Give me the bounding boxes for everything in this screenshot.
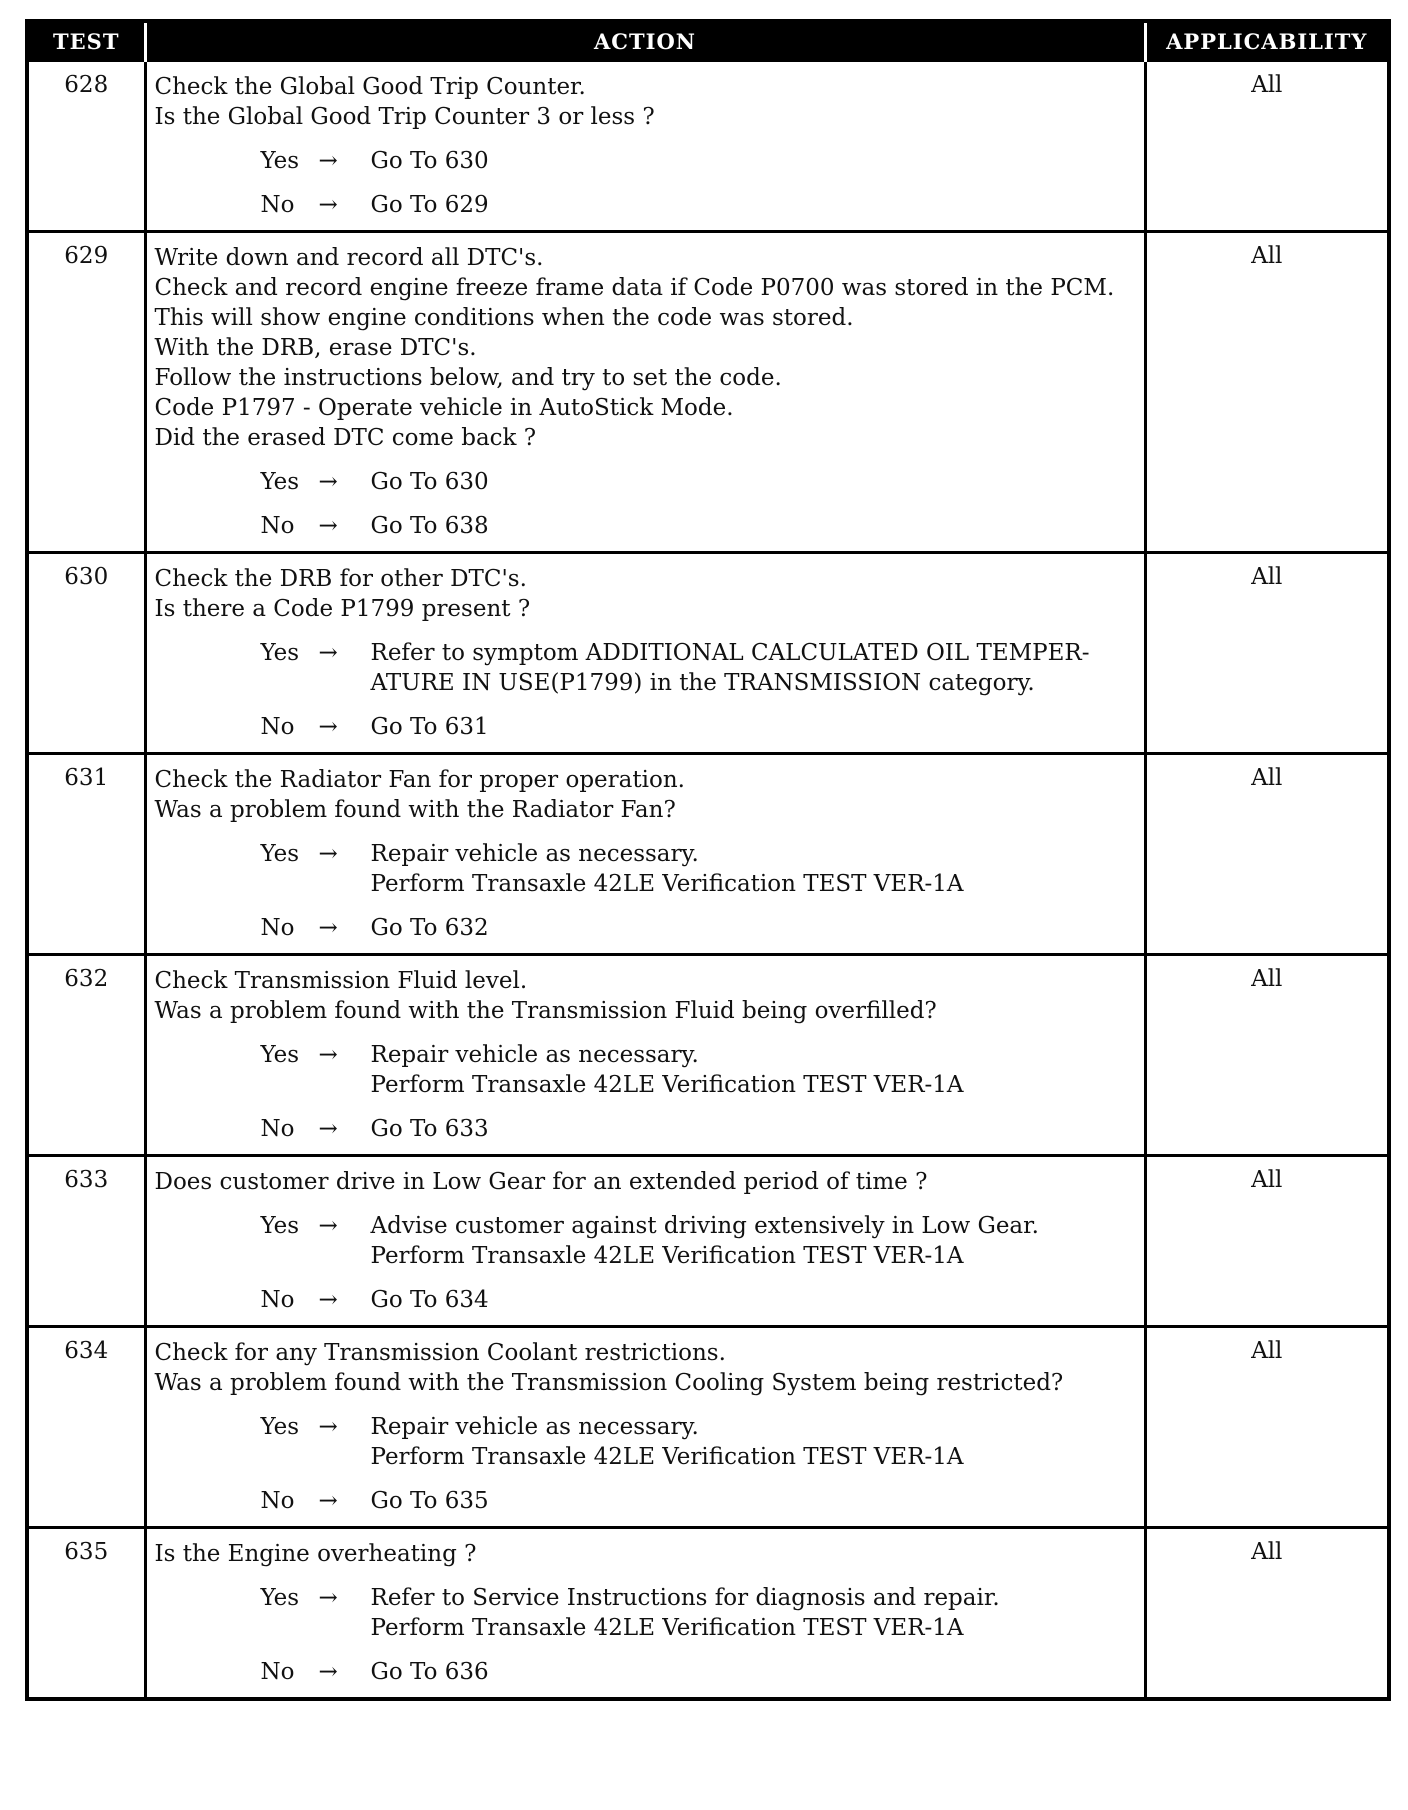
response-text-line: Go To 630	[370, 148, 489, 174]
action-cell	[145, 1156, 1145, 1327]
response-text	[371, 839, 1136, 899]
response-text-line: Perform Transaxle 42LE Verification TEST VER-1A	[370, 1615, 964, 1641]
arrow-icon: →	[318, 841, 338, 867]
response-label: Yes	[260, 1042, 300, 1068]
document-page	[25, 19, 1387, 1701]
response-text-line: Refer to Service Instructions for diagnosis and repair.	[370, 1585, 1000, 1611]
action-text-line: Is there a Code P1799 present ?	[154, 596, 531, 622]
test-number: 628	[27, 61, 145, 232]
response-label: Yes	[260, 640, 300, 666]
response-no	[261, 190, 1136, 220]
test-number: 631	[27, 754, 145, 955]
response-text	[371, 1211, 1136, 1271]
action-text-line: Check Transmission Fluid level.	[154, 968, 528, 994]
response-text-line: Go To 636	[370, 1659, 489, 1685]
response-label: Yes	[260, 1414, 300, 1440]
action-text-line: Is the Global Good Trip Counter 3 or less ?	[154, 104, 655, 130]
response-no	[261, 511, 1136, 541]
response-text-line: Advise customer against driving extensively in Low Gear.	[370, 1213, 1039, 1239]
action-cell	[145, 553, 1145, 754]
table-row	[27, 1327, 1389, 1528]
response-label: Yes	[260, 1585, 300, 1611]
response-no	[261, 913, 1136, 943]
response-yes	[261, 638, 1136, 698]
response-yes	[261, 1412, 1136, 1472]
response-label: No	[260, 714, 295, 740]
response-yes	[261, 146, 1136, 176]
arrow-icon: →	[318, 1585, 338, 1611]
response-label: No	[260, 513, 295, 539]
arrow-icon: →	[318, 469, 338, 495]
response-yes	[261, 1211, 1136, 1271]
response-text-line: Repair vehicle as necessary.	[370, 1414, 699, 1440]
arrow-icon: →	[318, 1659, 338, 1685]
table-row	[27, 61, 1389, 232]
response-no	[261, 1486, 1136, 1516]
table-row	[27, 754, 1389, 955]
applicability-value: All	[1145, 232, 1389, 553]
arrow-icon: →	[318, 192, 338, 218]
table-header-row	[27, 21, 1389, 61]
response-yes	[261, 839, 1136, 899]
response-label: No	[260, 192, 295, 218]
response-no	[261, 712, 1136, 742]
response-text-line: Go To 633	[370, 1116, 489, 1142]
table-row	[27, 232, 1389, 553]
action-text-line: Write down and record all DTC's.	[154, 245, 544, 271]
arrow-icon: →	[318, 1116, 338, 1142]
action-text-line: Does customer drive in Low Gear for an extended period of time ?	[154, 1169, 928, 1195]
response-text	[371, 1040, 1136, 1100]
response-label: Yes	[260, 1213, 300, 1239]
response-label: Yes	[260, 841, 300, 867]
response-no	[261, 1657, 1136, 1687]
arrow-icon: →	[318, 1488, 338, 1514]
arrow-icon: →	[318, 1213, 338, 1239]
response-text-line: Go To 630	[370, 469, 489, 495]
response-no	[261, 1285, 1136, 1315]
arrow-icon: →	[318, 915, 338, 941]
response-text	[371, 1657, 1136, 1687]
arrow-icon: →	[318, 148, 338, 174]
response-text	[371, 146, 1136, 176]
response-text	[371, 1583, 1136, 1643]
test-number: 634	[27, 1327, 145, 1528]
action-cell	[145, 61, 1145, 232]
action-text-line: With the DRB, erase DTC's.	[154, 335, 477, 361]
response-text-line: Perform Transaxle 42LE Verification TEST VER-1A	[370, 1444, 964, 1470]
test-number: 630	[27, 553, 145, 754]
response-label: No	[260, 1116, 295, 1142]
response-yes	[261, 1583, 1136, 1643]
response-text-line: Go To 635	[370, 1488, 489, 1514]
response-text	[371, 467, 1136, 497]
applicability-value: All	[1145, 1528, 1389, 1700]
response-text-line: Go To 634	[370, 1287, 489, 1313]
applicability-value: All	[1145, 553, 1389, 754]
applicability-value: All	[1145, 955, 1389, 1156]
arrow-icon: →	[318, 513, 338, 539]
response-label: No	[260, 1287, 295, 1313]
response-text-line: Refer to symptom ADDITIONAL CALCULATED OIL TEMPER-	[370, 640, 1090, 666]
response-text-line: Perform Transaxle 42LE Verification TEST VER-1A	[370, 1072, 964, 1098]
response-text-line: Go To 629	[370, 192, 489, 218]
response-text	[371, 511, 1136, 541]
arrow-icon: →	[318, 640, 338, 666]
header-test: TEST	[27, 21, 145, 61]
test-number: 629	[27, 232, 145, 553]
arrow-icon: →	[318, 714, 338, 740]
action-text-line: Check and record engine freeze frame data if Code P0700 was stored in the PCM.	[154, 275, 1115, 301]
action-cell	[145, 1528, 1145, 1700]
response-label: No	[260, 1488, 295, 1514]
applicability-value: All	[1145, 61, 1389, 232]
action-text-line: Is the Engine overheating ?	[154, 1541, 477, 1567]
applicability-value: All	[1145, 754, 1389, 955]
response-text	[371, 1412, 1136, 1472]
response-text	[371, 1285, 1136, 1315]
response-label: Yes	[260, 148, 300, 174]
response-yes	[261, 1040, 1136, 1100]
diagnostic-test-table	[25, 19, 1391, 1701]
table-row	[27, 1528, 1389, 1700]
arrow-icon: →	[318, 1287, 338, 1313]
response-text	[371, 1486, 1136, 1516]
response-label: No	[260, 1659, 295, 1685]
arrow-icon: →	[318, 1414, 338, 1440]
action-cell	[145, 754, 1145, 955]
table-row	[27, 1156, 1389, 1327]
table-row	[27, 553, 1389, 754]
response-text	[371, 190, 1136, 220]
action-text-line: Was a problem found with the Transmission Cooling System being restricted?	[154, 1370, 1064, 1396]
table-body	[27, 61, 1389, 1700]
table-row	[27, 955, 1389, 1156]
response-no	[261, 1114, 1136, 1144]
response-text	[371, 712, 1136, 742]
test-number: 633	[27, 1156, 145, 1327]
response-text-line: Perform Transaxle 42LE Verification TEST VER-1A	[370, 1243, 964, 1269]
response-text-line: Go To 632	[370, 915, 489, 941]
action-text-line: Check the DRB for other DTC's.	[154, 566, 527, 592]
response-text-line: ATURE IN USE(P1799) in the TRANSMISSION category.	[370, 670, 1035, 696]
action-text-line: Check the Radiator Fan for proper operation.	[154, 767, 685, 793]
response-text-line: Perform Transaxle 42LE Verification TEST VER-1A	[370, 871, 964, 897]
test-number: 635	[27, 1528, 145, 1700]
action-text-line: Follow the instructions below, and try to set the code.	[154, 365, 782, 391]
applicability-value: All	[1145, 1327, 1389, 1528]
action-cell	[145, 1327, 1145, 1528]
response-text	[371, 638, 1136, 698]
response-text	[371, 913, 1136, 943]
test-number: 632	[27, 955, 145, 1156]
response-text-line: Go To 638	[370, 513, 489, 539]
action-cell	[145, 232, 1145, 553]
header-applicability: APPLICABILITY	[1145, 21, 1389, 61]
response-text-line: Repair vehicle as necessary.	[370, 1042, 699, 1068]
action-text-line: This will show engine conditions when the code was stored.	[154, 305, 854, 331]
response-yes	[261, 467, 1136, 497]
action-text-line: Code P1797 - Operate vehicle in AutoStick Mode.	[154, 395, 734, 421]
action-text-line: Check the Global Good Trip Counter.	[154, 74, 586, 100]
action-text-line: Did the erased DTC come back ?	[154, 425, 537, 451]
action-text-line: Was a problem found with the Radiator Fan?	[154, 797, 676, 823]
applicability-value: All	[1145, 1156, 1389, 1327]
header-action: ACTION	[145, 21, 1145, 61]
response-text	[371, 1114, 1136, 1144]
response-label: No	[260, 915, 295, 941]
action-text-line: Check for any Transmission Coolant restrictions.	[154, 1340, 726, 1366]
response-text-line: Go To 631	[370, 714, 489, 740]
response-label: Yes	[260, 469, 300, 495]
action-cell	[145, 955, 1145, 1156]
arrow-icon: →	[318, 1042, 338, 1068]
response-text-line: Repair vehicle as necessary.	[370, 841, 699, 867]
action-text-line: Was a problem found with the Transmission Fluid being overfilled?	[154, 998, 937, 1024]
